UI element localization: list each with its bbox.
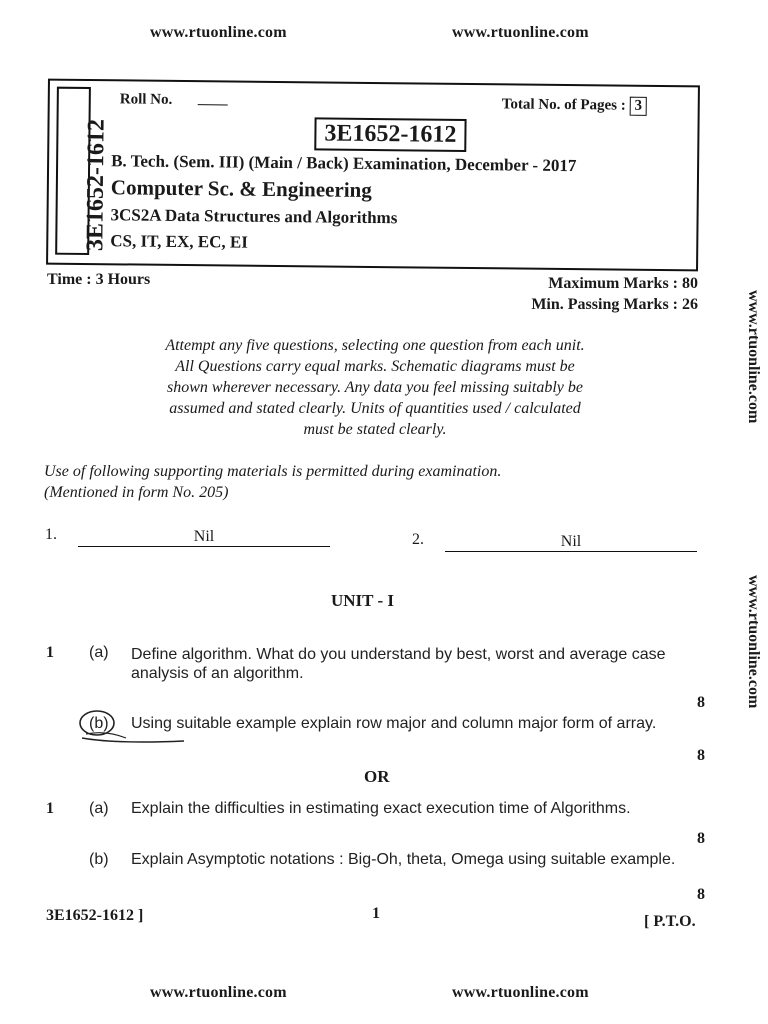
footer-code: 3E1652-1612 ] bbox=[46, 907, 144, 924]
max-marks: Maximum Marks : 80 bbox=[548, 275, 698, 292]
instruction-line: All Questions carry equal marks. Schematic diagrams must be bbox=[175, 358, 575, 375]
question-part: (b) bbox=[89, 715, 109, 732]
or-separator: OR bbox=[364, 767, 390, 786]
materials-line2: (Mentioned in form No. 205) bbox=[44, 484, 229, 501]
instruction-line: must be stated clearly. bbox=[303, 421, 447, 438]
material-item1-num: 1. bbox=[45, 526, 57, 543]
material-item1-value: Nil bbox=[193, 528, 215, 545]
question-part: (a) bbox=[89, 800, 109, 817]
question-marks: 8 bbox=[697, 694, 705, 711]
material-item1-underline bbox=[78, 546, 330, 547]
question-part: (a) bbox=[89, 644, 109, 661]
question-number: 1 bbox=[46, 644, 54, 661]
question-part: (b) bbox=[89, 851, 109, 868]
instruction-line: Attempt any five questions, selecting one question from each unit. bbox=[165, 337, 585, 354]
question-marks: 8 bbox=[697, 747, 705, 764]
question-text: Explain Asymptotic notations : Big-Oh, theta, Omega using suitable example. bbox=[131, 851, 676, 868]
question-text: Explain the difficulties in estimating exact execution time of Algorithms. bbox=[131, 800, 631, 817]
total-pages bbox=[502, 95, 647, 116]
question-marks: 8 bbox=[697, 830, 705, 847]
total-pages-label: Total No. of Pages : bbox=[501, 96, 626, 114]
code-vertical: 3E1652-1612 bbox=[82, 118, 110, 252]
instructions-block bbox=[70, 335, 680, 440]
material-item2-num: 2. bbox=[412, 531, 424, 548]
materials-line1: Use of following supporting materials is permitted during examination. bbox=[44, 463, 502, 480]
question-text: Using suitable example explain row major and column major form of array. bbox=[131, 715, 657, 732]
branch: Computer Sc. & Engineering bbox=[110, 175, 372, 202]
watermark-top-right: www.rtuonline.com bbox=[452, 24, 589, 41]
min-marks: Min. Passing Marks : 26 bbox=[531, 296, 698, 313]
watermark-bottom-left: www.rtuonline.com bbox=[150, 984, 287, 1001]
page-number: 1 bbox=[372, 905, 380, 922]
pto-label: [ P.T.O. bbox=[644, 913, 696, 930]
watermark-bottom-right: www.rtuonline.com bbox=[452, 984, 589, 1001]
subject: 3CS2A Data Structures and Algorithms bbox=[110, 205, 398, 228]
unit-title: UNIT - I bbox=[331, 591, 394, 610]
instruction-line: assumed and stated clearly. Units of quantities used / calculated bbox=[169, 400, 581, 417]
watermark-top-left: www.rtuonline.com bbox=[150, 24, 287, 41]
question-text-cont: analysis of an algorithm. bbox=[131, 665, 304, 682]
material-item2-underline bbox=[445, 551, 697, 552]
material-item1 bbox=[78, 528, 330, 547]
time-info: Time : 3 Hours bbox=[47, 271, 151, 288]
question-number: 1 bbox=[46, 800, 54, 817]
question-marks: 8 bbox=[697, 886, 705, 903]
material-item2 bbox=[445, 533, 697, 552]
exam-line: B. Tech. (Sem. III) (Main / Back) Examination, December - 2017 bbox=[111, 151, 577, 176]
question-text: Define algorithm. What do you understand by best, worst and average case bbox=[131, 646, 666, 663]
watermark-side-upper: www.rtuonline.com bbox=[745, 290, 762, 424]
roll-blank bbox=[198, 104, 228, 105]
header-box bbox=[46, 79, 700, 272]
watermark-side-lower: www.rtuonline.com bbox=[745, 575, 762, 709]
streams: CS, IT, EX, EC, EI bbox=[110, 231, 249, 252]
total-pages-value: 3 bbox=[629, 97, 647, 116]
instruction-line: shown wherever necessary. Any data you feel missing suitably be bbox=[167, 379, 583, 396]
paper-code: 3E1652-1612 bbox=[314, 117, 466, 152]
roll-label: Roll No. bbox=[119, 91, 173, 108]
material-item2-value: Nil bbox=[560, 533, 582, 550]
